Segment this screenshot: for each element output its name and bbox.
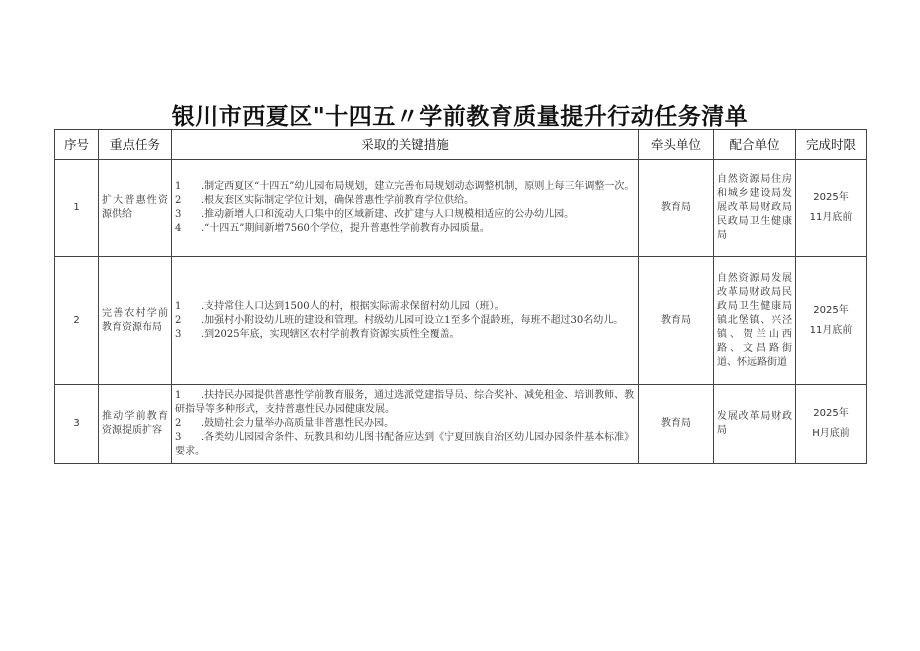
measure-text: .推动新增人口和流动人口集中的区域新建、改扩建与人口规模相适应的公办幼儿园。: [201, 209, 575, 220]
measure-item: [175, 328, 636, 342]
table-row: [55, 160, 867, 257]
row-measures: [172, 385, 639, 464]
row-lead: 教育局: [639, 257, 714, 385]
row-coop: [714, 160, 796, 257]
measure-number: 2: [175, 314, 182, 326]
row-no-text: 3: [73, 418, 80, 429]
row-lead: 教育局: [639, 160, 714, 257]
row-deadline: [796, 257, 867, 385]
row-measures: [172, 160, 639, 257]
row-coop: [714, 257, 796, 385]
row-no: [55, 160, 99, 257]
measure-item: [175, 194, 636, 208]
deadline-year: 2025年: [813, 192, 849, 203]
deadline-month: 11月底前: [809, 212, 853, 223]
measure-item: [175, 314, 636, 328]
measure-text: .支持常住人口达到1500人的村，根据实际需求保留村幼儿园（班）。: [201, 300, 505, 312]
row-no: [55, 385, 99, 464]
measure-number: 2: [175, 195, 182, 206]
header-no: 序号: [55, 130, 99, 160]
measure-text: .到2025年底，实现辖区农村学前教育资源实质性全覆盖。: [201, 328, 460, 340]
table-row: [55, 385, 867, 464]
measure-number: 1: [175, 390, 182, 401]
deadline-month: H月底前: [812, 428, 850, 439]
row-lead: 教育局: [639, 385, 714, 464]
deadline-year: 2025年: [813, 304, 849, 316]
row-no-text: 2: [73, 314, 80, 326]
row-task-text: 完善农村学前教育资源布局: [102, 307, 168, 333]
header-lead: 牵头单位: [639, 130, 714, 160]
row-task: [99, 160, 172, 257]
measure-number: 1: [175, 181, 182, 192]
measure-text: .鼓励社会力量举办高质量非普惠性民办园。: [201, 418, 395, 429]
row-coop-text: 发展改革局财政局: [717, 411, 792, 436]
deadline-year: 2025年: [813, 408, 849, 419]
measure-item: [175, 389, 636, 417]
measure-item: [175, 417, 636, 431]
table-row: [55, 257, 867, 385]
measure-text: .制定西夏区“十四五”幼儿园布局规划，建立完善布局规划动态调整机制，原则上每三年调整一次。: [201, 181, 635, 192]
row-task: [99, 385, 172, 464]
measure-text: .根友套区实际制定学位计划，确保普惠性学前教育学位供给。: [201, 195, 475, 206]
header-coop: 配合单位: [714, 130, 796, 160]
measure-number: 1: [175, 300, 182, 312]
deadline-month: 11月底前: [809, 324, 853, 336]
measure-number: 3: [175, 432, 182, 443]
measure-text: .扶持民办园提供普惠性学前教育服务，通过选派党建指导员、综合奖补、减免租金、培训教师、教研指导等多种形式，支持普惠性民办园健康发展。: [175, 390, 635, 415]
row-no-text: 1: [73, 202, 80, 213]
measure-item: [175, 208, 636, 222]
measure-item: [175, 431, 636, 459]
header-task: 重点任务: [99, 130, 172, 160]
row-coop-text: 自然资源局住房和城乡建设局发展改革局财政局民政局卫生健康局: [717, 174, 792, 241]
row-coop-text: 自然资源局发展改革局财政局民政局卫生健康局镇北堡镇、兴泾镇、贺兰山西路、文昌路街道、怀远路街道: [717, 272, 792, 368]
task-table: [54, 129, 867, 464]
measure-number: 4: [175, 223, 182, 234]
row-coop: [714, 385, 796, 464]
measure-item: [175, 222, 636, 236]
row-task: [99, 257, 172, 385]
row-deadline: [796, 160, 867, 257]
measure-text: .各类幼儿园园舍条件、玩教具和幼儿图书配备应达到《宁夏回族自治区幼儿园办园条件基本标准》要求。: [175, 432, 635, 457]
measure-number: 2: [175, 418, 182, 429]
row-deadline: [796, 385, 867, 464]
header-deadline: 完成时限: [796, 130, 867, 160]
row-task-text: 扩大普惠性资源供给: [102, 195, 168, 220]
measure-text: .加强村小附设幼儿班的建设和管理。村级幼儿园可设立1至多个混龄班，每班不超过30名幼儿。: [201, 314, 624, 326]
row-measures: [172, 257, 639, 385]
header-measures: 采取的关键措施: [172, 130, 639, 160]
table-header-row: [55, 130, 867, 160]
page-title: 银川市西夏区"十四五〃学前教育质量提升行动任务清单: [171, 104, 749, 130]
measure-number: 3: [175, 209, 182, 220]
measure-text: .“十四五”期间新增7560个学位，提升普惠性学前教育办园质量。: [201, 223, 490, 234]
row-task-text: 推动学前教育资源提质扩容: [102, 411, 168, 436]
measure-item: [175, 300, 636, 314]
measure-item: [175, 180, 636, 194]
measure-number: 3: [175, 328, 182, 340]
row-no: [55, 257, 99, 385]
